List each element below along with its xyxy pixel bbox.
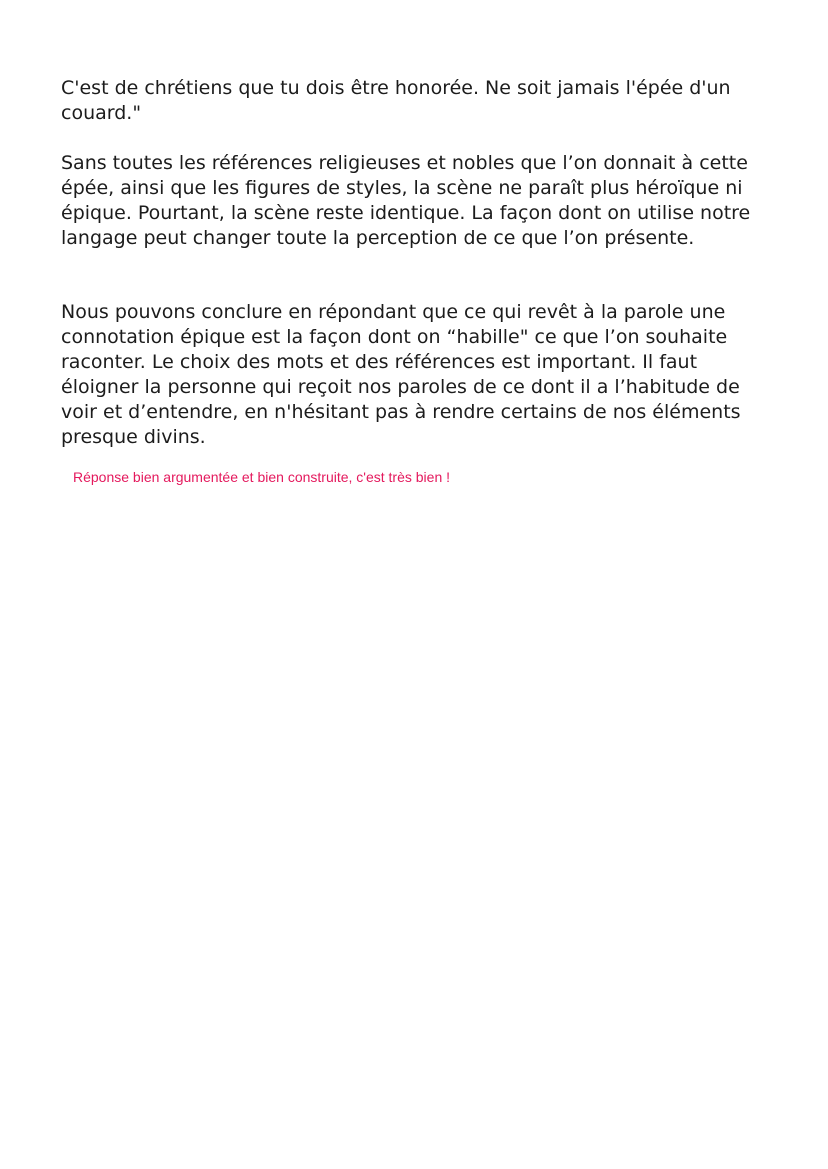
paragraph-quote-ending: C'est de chrétiens que tu dois être honorée. Ne soit jamais l'épée d'un couard." — [61, 77, 731, 124]
paragraph-analysis: Sans toutes les références religieuses et nobles que l’on donnait à cette épée, ainsi que les figures de styles, la scène ne paraît plus héroïque ni épique. Pourtant, la scène reste identique. La façon dont on utilise notre langage peut changer toute la perception de ce que l’on présente. — [61, 152, 751, 249]
teacher-comment: Réponse bien argumentée et bien construite, c'est très bien ! — [73, 469, 451, 485]
paragraph-conclusion: Nous pouvons conclure en répondant que ce qui revêt à la parole une connotation épique est la façon dont on “habille" ce que l’on souhaite raconter. Le choix des mots et des références est important. Il faut éloigner la personne qui reçoit nos paroles de ce dont il a l’habitude de voir et d’entendre, en n'hésitant pas à rendre certains de nos éléments presque divins. — [61, 301, 741, 448]
